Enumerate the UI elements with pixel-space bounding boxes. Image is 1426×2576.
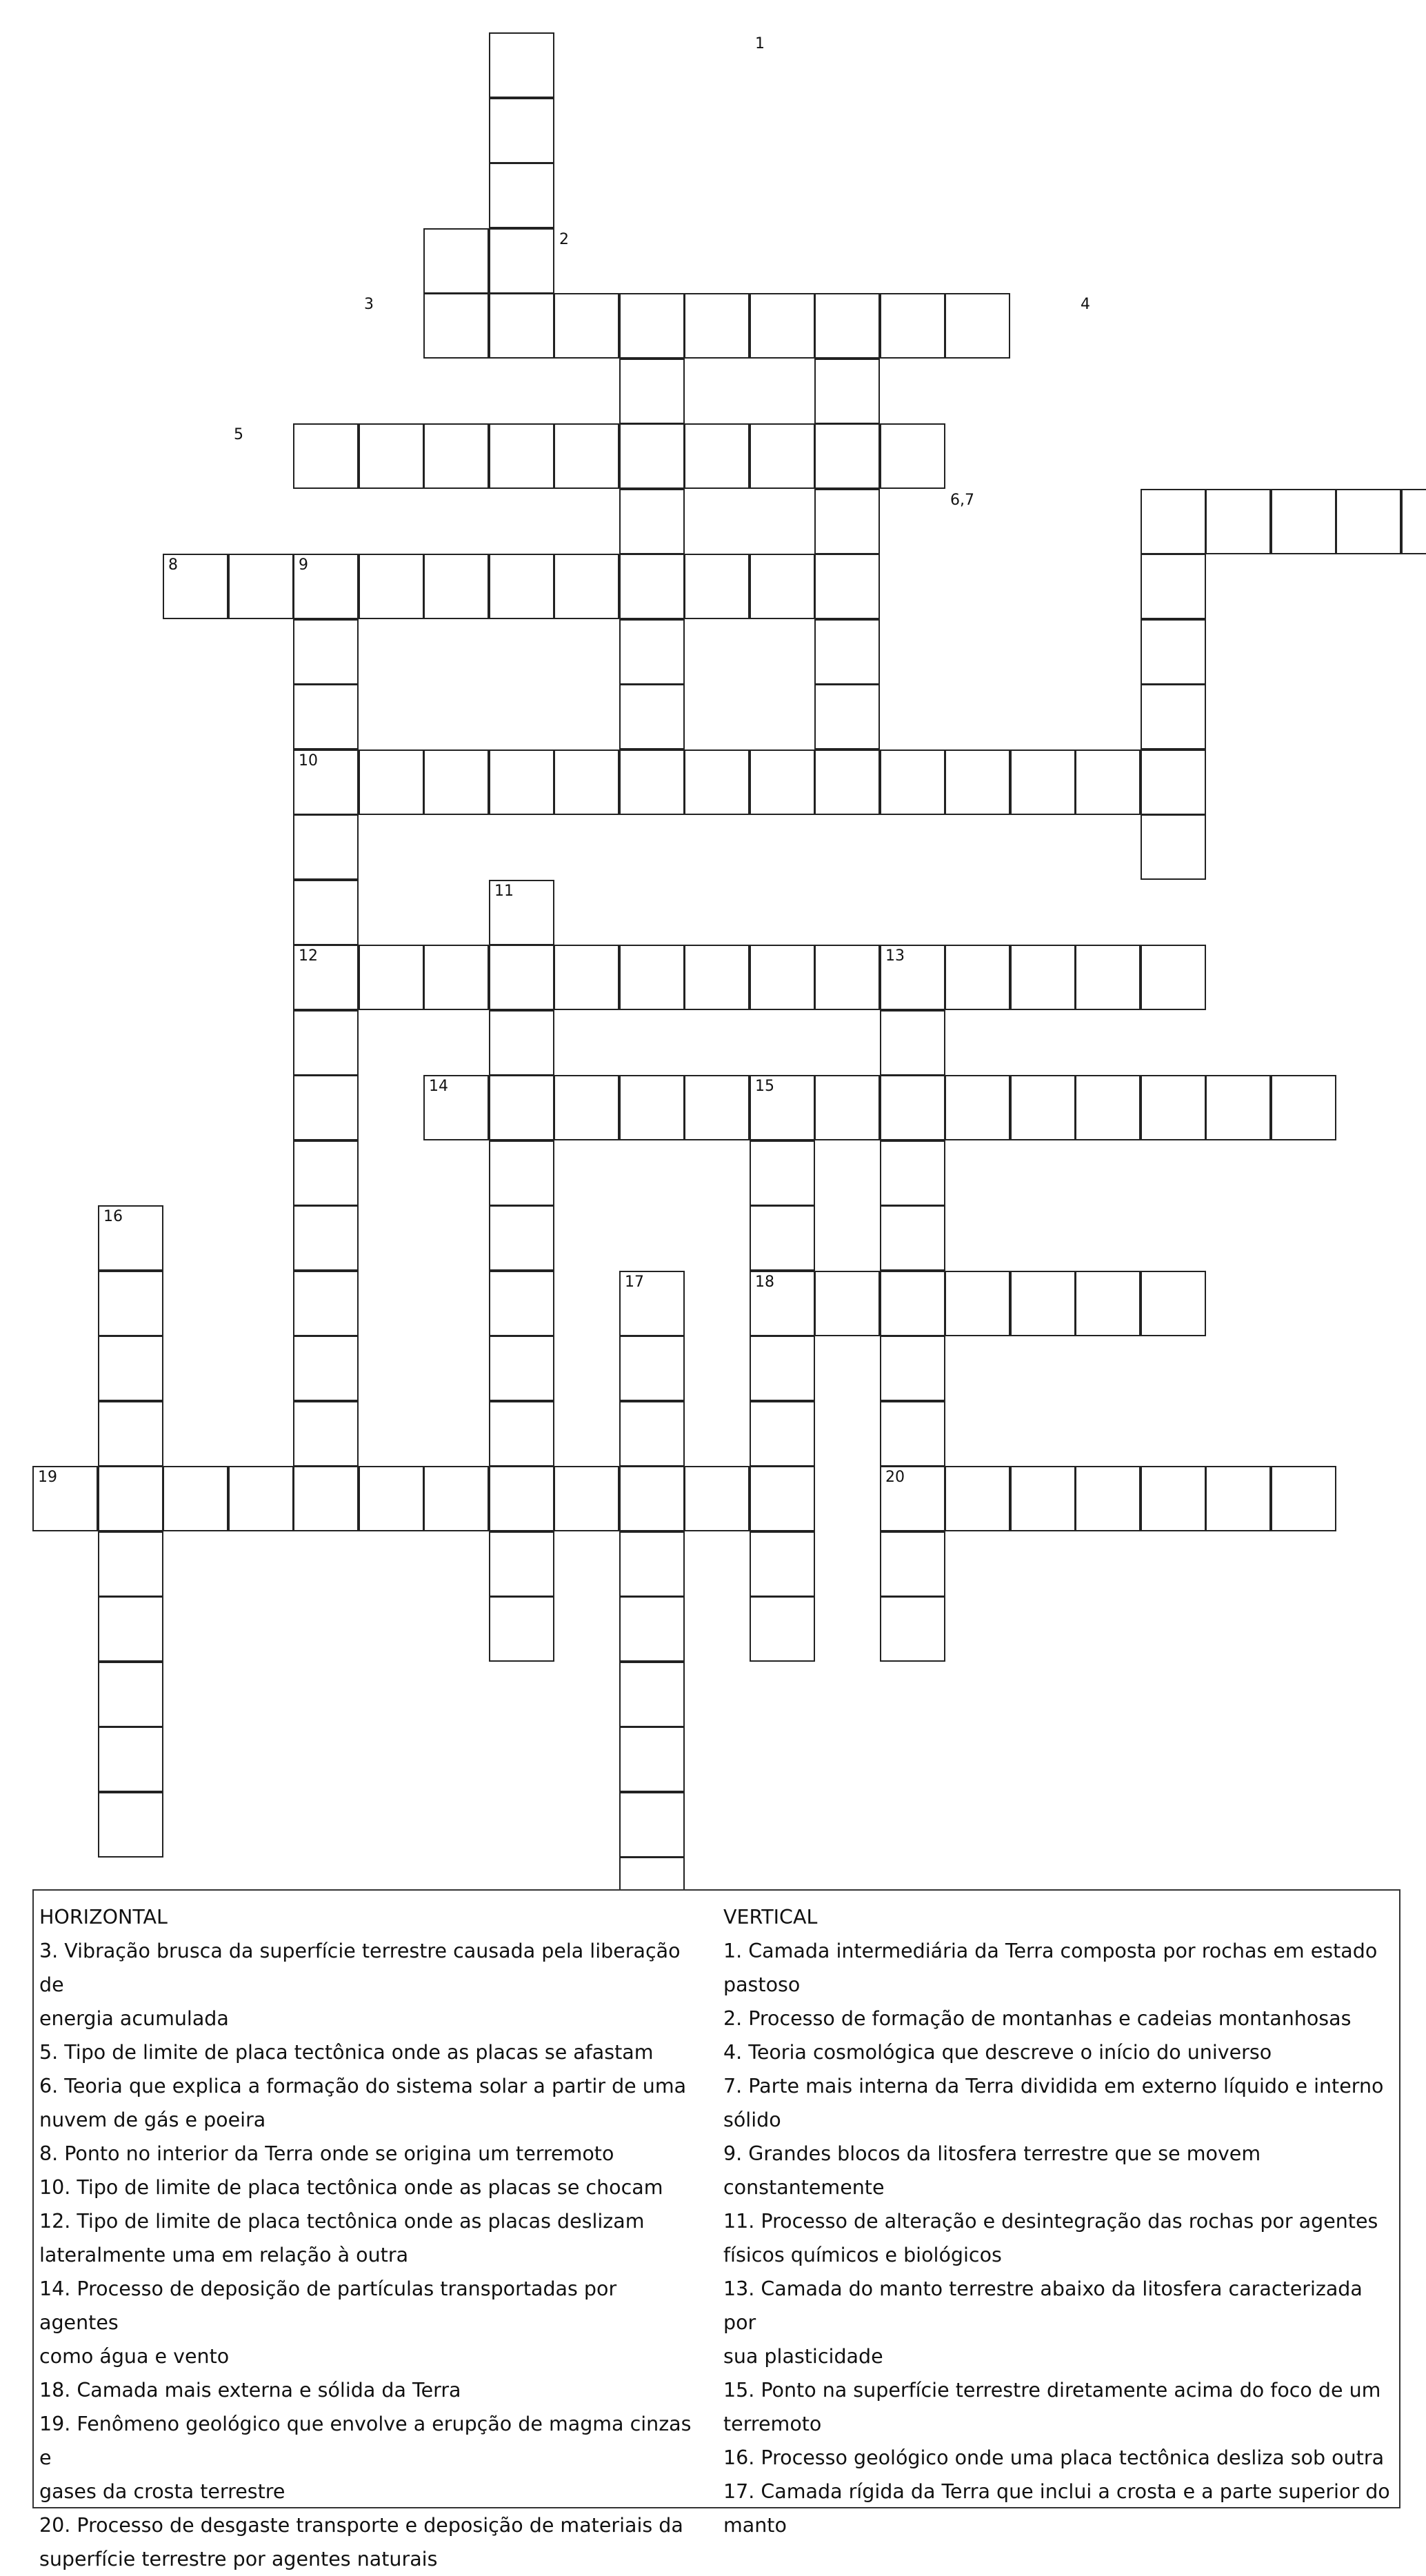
horizontal-clue-line: lateralmente uma em relação à outra bbox=[39, 2244, 409, 2266]
horizontal-clue-line: 18. Camada mais externa e sólida da Terra bbox=[39, 2379, 461, 2402]
grid-cell[interactable] bbox=[619, 749, 685, 815]
grid-cell[interactable] bbox=[423, 228, 489, 294]
grid-cell[interactable] bbox=[619, 1531, 685, 1597]
grid-cell[interactable] bbox=[359, 945, 424, 1010]
grid-cell[interactable] bbox=[880, 1531, 945, 1597]
grid-cell[interactable] bbox=[750, 1140, 815, 1206]
clue-number: 16 bbox=[103, 1208, 123, 1225]
grid-cell[interactable] bbox=[880, 1075, 945, 1140]
vertical-clue-line: físicos químicos e biológicos bbox=[723, 2244, 1002, 2266]
grid-cell[interactable] bbox=[293, 1271, 359, 1336]
clue-number: 4 bbox=[1081, 296, 1090, 313]
grid-cell[interactable] bbox=[489, 228, 554, 294]
grid-cell[interactable] bbox=[163, 1466, 228, 1531]
clues-box bbox=[32, 1889, 1400, 2570]
vertical-clue-line: 15. Ponto na superfície terrestre diretamente acima do foco de um bbox=[723, 2379, 1381, 2402]
vertical-clue-line: manto bbox=[723, 2514, 787, 2537]
horizontal-clue-line: 19. Fenômeno geológico que envolve a erupção de magma cinzas e bbox=[39, 2413, 692, 2469]
vertical-clue-line: 13. Camada do manto terrestre abaixo da litosfera caracterizada por bbox=[723, 2277, 1363, 2334]
grid-cell[interactable] bbox=[880, 749, 945, 815]
grid-cell[interactable] bbox=[750, 1466, 815, 1531]
grid-cell[interactable] bbox=[423, 1466, 489, 1531]
grid-cell[interactable] bbox=[619, 1336, 685, 1401]
grid-cell[interactable] bbox=[98, 1792, 163, 1858]
grid-cell[interactable] bbox=[619, 554, 685, 619]
grid-cell[interactable] bbox=[98, 1596, 163, 1662]
grid-cell[interactable] bbox=[619, 1727, 685, 1792]
grid-cell[interactable] bbox=[619, 1466, 685, 1531]
grid-cell[interactable] bbox=[945, 1075, 1010, 1140]
grid-cell[interactable] bbox=[750, 749, 815, 815]
grid-cell[interactable] bbox=[619, 945, 685, 1010]
grid-cell[interactable] bbox=[554, 293, 619, 359]
grid-cell[interactable] bbox=[489, 1596, 554, 1662]
grid-cell[interactable] bbox=[98, 1466, 163, 1531]
grid-cell[interactable] bbox=[423, 749, 489, 815]
clue-number: 6,7 bbox=[950, 492, 974, 509]
grid-cell[interactable] bbox=[880, 1140, 945, 1206]
grid-cell[interactable] bbox=[489, 945, 554, 1010]
horizontal-clue-line: 20. Processo de desgaste transporte e deposição de materiais da bbox=[39, 2514, 683, 2537]
grid-cell[interactable] bbox=[423, 945, 489, 1010]
grid-cell[interactable] bbox=[814, 423, 880, 489]
grid-cell[interactable] bbox=[228, 554, 294, 619]
grid-cell[interactable] bbox=[619, 1401, 685, 1467]
grid-cell[interactable] bbox=[814, 554, 880, 619]
horizontal-clue-line: como água e vento bbox=[39, 2345, 230, 2368]
grid-cell[interactable] bbox=[1271, 1075, 1336, 1140]
clue-number: 10 bbox=[299, 752, 318, 769]
vertical-clue-line: sólido bbox=[723, 2109, 781, 2131]
grid-cell[interactable] bbox=[1141, 619, 1206, 685]
grid-cell[interactable] bbox=[228, 1466, 294, 1531]
grid-cell[interactable] bbox=[619, 489, 685, 554]
grid-cell[interactable] bbox=[814, 293, 880, 359]
horizontal-clue-line: 14. Processo de deposição de partículas transportadas por agentes bbox=[39, 2277, 617, 2334]
grid-cell[interactable] bbox=[619, 1596, 685, 1662]
grid-cell[interactable] bbox=[489, 1336, 554, 1401]
grid-cell[interactable] bbox=[554, 423, 619, 489]
vertical-clue-line: 7. Parte mais interna da Terra dividida em externo líquido e interno bbox=[723, 2075, 1384, 2097]
vertical-clue-line: 16. Processo geológico onde uma placa tectônica desliza sob outra bbox=[723, 2446, 1385, 2469]
grid-cell[interactable] bbox=[1141, 1075, 1206, 1140]
grid-cell[interactable] bbox=[359, 423, 424, 489]
clue-number: 9 bbox=[299, 556, 308, 574]
grid-cell[interactable] bbox=[293, 1401, 359, 1467]
grid-cell[interactable] bbox=[1205, 489, 1271, 554]
grid-cell[interactable] bbox=[489, 1205, 554, 1271]
grid-cell[interactable] bbox=[750, 1531, 815, 1597]
grid-cell[interactable] bbox=[489, 749, 554, 815]
horizontal-clue-line: 6. Teoria que explica a formação do sistema solar a partir de uma bbox=[39, 2075, 687, 2097]
grid-cell[interactable] bbox=[1075, 749, 1141, 815]
grid-cell[interactable] bbox=[554, 1466, 619, 1531]
grid-cell[interactable] bbox=[814, 1075, 880, 1140]
clue-number: 17 bbox=[625, 1274, 644, 1291]
grid-cell[interactable] bbox=[1141, 1271, 1206, 1336]
grid-cell[interactable] bbox=[1075, 1466, 1141, 1531]
horizontal-clue-line: nuvem de gás e poeira bbox=[39, 2109, 266, 2131]
grid-cell[interactable] bbox=[1271, 489, 1336, 554]
grid-cell[interactable] bbox=[489, 1271, 554, 1336]
grid-cell[interactable] bbox=[554, 1075, 619, 1140]
clue-number: 20 bbox=[885, 1469, 905, 1486]
grid-cell[interactable] bbox=[945, 1466, 1010, 1531]
grid-cell[interactable] bbox=[489, 32, 554, 98]
grid-cell[interactable] bbox=[293, 1140, 359, 1206]
vertical-clue-line: 2. Processo de formação de montanhas e cadeias montanhosas bbox=[723, 2007, 1352, 2030]
grid-cell[interactable] bbox=[880, 1205, 945, 1271]
grid-cell[interactable] bbox=[1401, 489, 1426, 554]
vertical-clues bbox=[723, 1900, 1392, 2542]
vertical-clue-line: 1. Camada intermediária da Terra composta por rochas em estado bbox=[723, 1940, 1378, 1962]
grid-cell[interactable] bbox=[619, 293, 685, 359]
grid-cell[interactable] bbox=[98, 1336, 163, 1401]
vertical-clue-line: 9. Grandes blocos da litosfera terrestre que se movem constantemente bbox=[723, 2142, 1261, 2199]
grid-cell[interactable] bbox=[293, 880, 359, 945]
grid-cell[interactable] bbox=[750, 1205, 815, 1271]
grid-cell[interactable] bbox=[293, 1466, 359, 1531]
clue-number: 14 bbox=[429, 1078, 448, 1095]
grid-cell[interactable] bbox=[750, 1596, 815, 1662]
grid-cell[interactable] bbox=[98, 1662, 163, 1727]
grid-cell[interactable] bbox=[1141, 684, 1206, 749]
grid-cell[interactable] bbox=[1010, 945, 1076, 1010]
grid-cell[interactable] bbox=[423, 423, 489, 489]
horizontal-clue-line: energia acumulada bbox=[39, 2007, 229, 2030]
grid-cell[interactable] bbox=[554, 554, 619, 619]
grid-cell[interactable] bbox=[880, 1271, 945, 1336]
grid-cell[interactable] bbox=[1075, 1271, 1141, 1336]
clue-number: 1 bbox=[755, 35, 765, 52]
grid-cell[interactable] bbox=[684, 554, 750, 619]
grid-cell[interactable] bbox=[619, 619, 685, 685]
grid-cell[interactable] bbox=[489, 1401, 554, 1467]
grid-cell[interactable] bbox=[1075, 945, 1141, 1010]
grid-cell[interactable] bbox=[554, 749, 619, 815]
grid-cell[interactable] bbox=[619, 1792, 685, 1858]
grid-cell[interactable] bbox=[293, 619, 359, 685]
grid-cell[interactable] bbox=[1075, 1075, 1141, 1140]
grid-cell[interactable] bbox=[1141, 1466, 1206, 1531]
grid-cell[interactable] bbox=[750, 1336, 815, 1401]
grid-cell[interactable] bbox=[423, 554, 489, 619]
grid-cell[interactable] bbox=[619, 1075, 685, 1140]
grid-cell[interactable] bbox=[489, 423, 554, 489]
grid-cell[interactable] bbox=[814, 945, 880, 1010]
grid-cell[interactable] bbox=[945, 1271, 1010, 1336]
grid-cell[interactable] bbox=[293, 1205, 359, 1271]
grid-cell[interactable] bbox=[619, 1662, 685, 1727]
grid-cell[interactable] bbox=[1010, 1075, 1076, 1140]
grid-cell[interactable] bbox=[1205, 1466, 1271, 1531]
grid-cell[interactable] bbox=[684, 423, 750, 489]
grid-cell[interactable] bbox=[1141, 814, 1206, 880]
vertical-heading: VERTICAL bbox=[723, 1906, 818, 1929]
grid-cell[interactable] bbox=[814, 749, 880, 815]
grid-cell[interactable] bbox=[489, 1010, 554, 1076]
grid-cell[interactable] bbox=[684, 749, 750, 815]
grid-cell[interactable] bbox=[98, 1271, 163, 1336]
clue-number: 13 bbox=[885, 947, 905, 965]
vertical-clue-line: pastoso bbox=[723, 1973, 801, 1996]
grid-cell[interactable] bbox=[619, 423, 685, 489]
grid-cell[interactable] bbox=[880, 1336, 945, 1401]
clue-number: 15 bbox=[755, 1078, 774, 1095]
grid-cell[interactable] bbox=[489, 1075, 554, 1140]
grid-cell[interactable] bbox=[814, 1271, 880, 1336]
grid-cell[interactable] bbox=[1141, 749, 1206, 815]
grid-cell[interactable] bbox=[489, 293, 554, 359]
grid-cell[interactable] bbox=[684, 1075, 750, 1140]
grid-cell[interactable] bbox=[359, 554, 424, 619]
grid-cell[interactable] bbox=[1010, 1271, 1076, 1336]
clue-number: 11 bbox=[494, 883, 514, 900]
clue-number: 8 bbox=[168, 556, 178, 574]
horizontal-heading: HORIZONTAL bbox=[39, 1906, 168, 1929]
grid-cell[interactable] bbox=[1205, 1075, 1271, 1140]
grid-cell[interactable] bbox=[684, 945, 750, 1010]
clue-number: 19 bbox=[38, 1469, 57, 1486]
grid-cell[interactable] bbox=[880, 1401, 945, 1467]
grid-cell[interactable] bbox=[684, 293, 750, 359]
grid-cell[interactable] bbox=[880, 423, 945, 489]
grid-cell[interactable] bbox=[750, 423, 815, 489]
vertical-clue-line: 11. Processo de alteração e desintegração das rochas por agentes bbox=[723, 2210, 1378, 2233]
grid-cell[interactable] bbox=[1141, 554, 1206, 619]
horizontal-clue-line: 3. Vibração brusca da superfície terrestre causada pela liberação de bbox=[39, 1940, 681, 1996]
vertical-clue-line: 17. Camada rígida da Terra que inclui a crosta e a parte superior do bbox=[723, 2480, 1390, 2503]
grid-cell[interactable] bbox=[293, 1010, 359, 1076]
grid-cell[interactable] bbox=[880, 1596, 945, 1662]
grid-cell[interactable] bbox=[489, 1531, 554, 1597]
horizontal-clue-line: 8. Ponto no interior da Terra onde se origina um terremoto bbox=[39, 2142, 614, 2165]
grid-cell[interactable] bbox=[489, 163, 554, 228]
grid-cell[interactable] bbox=[359, 749, 424, 815]
grid-cell[interactable] bbox=[814, 489, 880, 554]
grid-cell[interactable] bbox=[945, 293, 1010, 359]
vertical-clue-line: sua plasticidade bbox=[723, 2345, 883, 2368]
grid-cell[interactable] bbox=[945, 749, 1010, 815]
grid-cell[interactable] bbox=[489, 1466, 554, 1531]
grid-cell[interactable] bbox=[1141, 489, 1206, 554]
grid-cell[interactable] bbox=[1141, 945, 1206, 1010]
clue-number: 5 bbox=[234, 426, 243, 443]
grid-cell[interactable] bbox=[945, 945, 1010, 1010]
horizontal-clue-line: 5. Tipo de limite de placa tectônica onde as placas se afastam bbox=[39, 2041, 654, 2064]
grid-cell[interactable] bbox=[293, 684, 359, 749]
horizontal-clue-line: gases da crosta terrestre bbox=[39, 2480, 285, 2503]
grid-cell[interactable] bbox=[814, 684, 880, 749]
grid-cell[interactable] bbox=[293, 814, 359, 880]
horizontal-clue-line: superfície terrestre por agentes naturais bbox=[39, 2548, 438, 2570]
grid-cell[interactable] bbox=[489, 98, 554, 163]
grid-cell[interactable] bbox=[489, 554, 554, 619]
grid-cell[interactable] bbox=[1271, 1466, 1336, 1531]
grid-cell[interactable] bbox=[619, 684, 685, 749]
grid-cell[interactable] bbox=[1336, 489, 1401, 554]
vertical-clue-line: terremoto bbox=[723, 2413, 822, 2435]
horizontal-clue-line: 10. Tipo de limite de placa tectônica onde as placas se chocam bbox=[39, 2176, 663, 2199]
grid-cell[interactable] bbox=[423, 293, 489, 359]
grid-cell[interactable] bbox=[293, 423, 359, 489]
grid-cell[interactable] bbox=[750, 1401, 815, 1467]
grid-cell[interactable] bbox=[750, 945, 815, 1010]
grid-cell[interactable] bbox=[1010, 749, 1076, 815]
clue-number: 18 bbox=[755, 1274, 774, 1291]
grid-cell[interactable] bbox=[684, 1466, 750, 1531]
grid-cell[interactable] bbox=[293, 1336, 359, 1401]
grid-cell[interactable] bbox=[554, 945, 619, 1010]
clue-number: 3 bbox=[364, 296, 374, 313]
grid-cell[interactable] bbox=[750, 554, 815, 619]
grid-cell[interactable] bbox=[1010, 1466, 1076, 1531]
grid-cell[interactable] bbox=[814, 619, 880, 685]
horizontal-clue-line: 12. Tipo de limite de placa tectônica onde as placas deslizam bbox=[39, 2210, 645, 2233]
grid-cell[interactable] bbox=[619, 359, 685, 424]
grid-cell[interactable] bbox=[489, 1140, 554, 1206]
clue-number: 12 bbox=[299, 947, 318, 965]
horizontal-clues bbox=[39, 1900, 701, 2576]
vertical-clue-line: 4. Teoria cosmológica que descreve o início do universo bbox=[723, 2041, 1272, 2064]
grid-cell[interactable] bbox=[750, 293, 815, 359]
grid-cell[interactable] bbox=[880, 1010, 945, 1076]
grid-cell[interactable] bbox=[880, 293, 945, 359]
clue-number: 2 bbox=[559, 231, 569, 248]
grid-cell[interactable] bbox=[98, 1727, 163, 1792]
grid-cell[interactable] bbox=[98, 1401, 163, 1467]
grid-cell[interactable] bbox=[98, 1531, 163, 1597]
grid-cell[interactable] bbox=[359, 1466, 424, 1531]
grid-cell[interactable] bbox=[293, 1075, 359, 1140]
grid-cell[interactable] bbox=[814, 359, 880, 424]
